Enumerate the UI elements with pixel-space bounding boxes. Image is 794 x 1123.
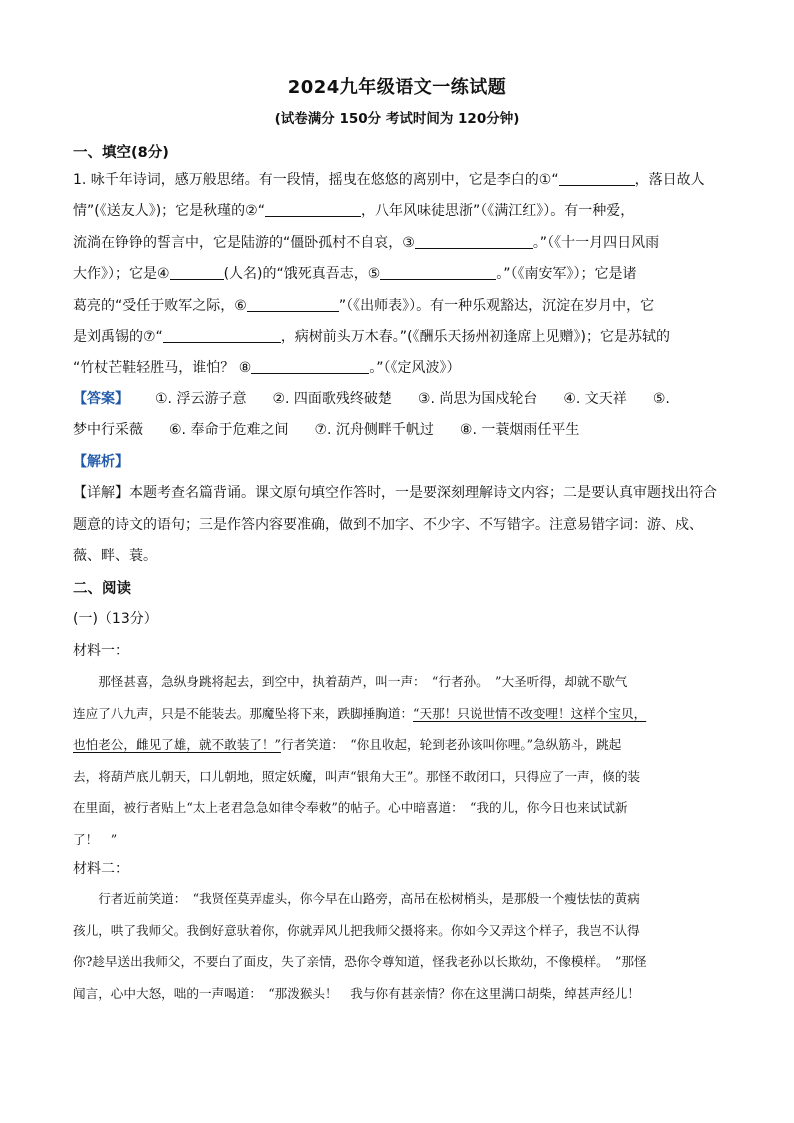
answer-blank: [415, 233, 533, 249]
question-1: [73, 165, 723, 385]
question-text: “竹杖芒鞋轻胜马，谁怕？ ⑧: [73, 360, 252, 377]
material-text: 行者笑道： “你且收起，轮到老孙该叫你哩。”急纵筋斗，跳起: [280, 737, 622, 752]
question-text: 是刘禹锡的⑦“: [73, 328, 163, 345]
answer-item: ②. 四面歌残终破楚: [272, 391, 392, 407]
analysis-tag: 【解析】: [73, 453, 129, 470]
analysis-text: 题意的诗文的语句；三是作答内容要准确，做到不加字、不少字、不写错字。注意易错字词：游、戍、: [73, 516, 703, 533]
material-line: [73, 698, 723, 730]
underlined-text: 也怕老公，雌见了雄，就不敢装了！”: [73, 737, 281, 752]
question-text: 。”（《南安军》）；它是诸: [496, 266, 637, 283]
analysis-tag-line: [73, 447, 723, 478]
question-text: ，八年风味徒思浙”（《满江红》）。有一种爱，: [360, 203, 635, 220]
material-line: 了！ ”: [73, 831, 118, 847]
analysis-detail-tag: 【详解】: [73, 485, 129, 502]
analysis-line: [73, 541, 723, 572]
material-1-text: [73, 666, 723, 855]
section-heading-fill-blank: 一、填空(8分): [73, 145, 169, 161]
answer-blank: [247, 296, 339, 312]
material-line: 孩儿，哄了我师父。我倒好意驮着你，你就弄风儿把我师父摄将来。你如今又弄这个样子，我岂不认得: [73, 922, 640, 938]
answer-blank: [559, 170, 635, 186]
material-line: 你?趁早送出我师父，不要白了面皮，失了亲情，恐你令尊知道，怪我老孙以长欺幼，不像模样。 ”那怪: [73, 954, 647, 969]
material-2-text: [73, 883, 723, 1009]
material-2-label: 材料二：: [73, 861, 129, 877]
answer-item: ⑤.: [652, 391, 670, 407]
question-text: (人名)的“饿死真吾志，⑤: [223, 266, 381, 283]
question-line: [73, 196, 723, 227]
answer-line: [73, 384, 723, 415]
material-line: 闻言，心中大怒，咄的一声喝道： “那泼猴头！ 我与你有甚亲情？你在这里满口胡柴，绰甚声经儿！: [73, 985, 640, 1001]
analysis-line: [73, 478, 723, 509]
page-subtitle: (试卷满分 150分 考试时间为 120分钟): [274, 111, 520, 127]
answer-blank: [380, 264, 496, 280]
question-text: 情”(《送友人》)；它是秋瑾的②“: [73, 203, 265, 220]
analysis-line: [73, 510, 723, 541]
answer-tag: 【答案】: [73, 391, 129, 407]
analysis-text: 薇、畔、蓑。: [73, 547, 157, 564]
question-line: [73, 322, 723, 353]
question-text: 葛亮的“受任于败军之际，⑥: [73, 297, 247, 314]
question-text: ，病树前头万木春。”(《酬乐天扬州初逢席上见赠》)；它是苏轼的: [280, 328, 670, 345]
answer-item: ⑧. 一蓑烟雨任平生: [459, 422, 580, 439]
underlined-text: “天那！只说世情不改变哩！这样个宝贝，: [413, 705, 647, 721]
page-title: 2024九年级语文一练试题: [287, 77, 507, 98]
material-1-label: 材料一：: [73, 643, 129, 659]
answer-blank: [170, 264, 224, 280]
question-line: [73, 228, 723, 259]
question-line: [73, 165, 723, 196]
answer-item: ⑥. 奉命于危难之间: [169, 422, 289, 439]
answer-item: ④. 文天祥: [563, 391, 627, 407]
question-text: ”（《出师表》）。有一种乐观豁达，沉淀在岁月中，它: [338, 297, 655, 314]
question-text: 1. 咏千年诗词，感万般思绪。有一段情，摇曳在悠悠的离别中，它是李白的①“: [73, 172, 559, 188]
answer-line: [73, 415, 723, 446]
question-text: ，落日故人: [634, 172, 705, 188]
answer-item: ①. 浮云游子意: [155, 391, 247, 407]
answer-blank: [251, 358, 369, 374]
subsection-heading: (一)（13分）: [73, 611, 158, 627]
question-text: 大作》）；它是④: [73, 266, 170, 283]
question-text: 。”（《十一月四日风雨: [532, 234, 660, 251]
material-line: 行者近前笑道： “我贤侄莫弄虚头，你今早在山路旁，高吊在松树梢头，是那般一个瘦怯怯的黄病: [73, 891, 640, 906]
section-heading-reading: 二、阅读: [73, 581, 131, 597]
analysis-text: 本题考查名篇背诵。课文原句填空作答时，一是要深刻理解诗文内容；二是要认真审题找出符合: [129, 485, 717, 502]
question-line: [73, 291, 723, 322]
question-text: 。”（《定风波》）: [369, 360, 461, 377]
answer-blank: [163, 327, 281, 343]
material-line: 那怪甚喜，急纵身跳将起去，到空中，执着葫芦，叫一声： “行者孙。 ”大圣听得，却就不歇气: [73, 674, 628, 689]
answer-item: ⑦. 沉舟侧畔千帆过: [314, 422, 434, 439]
material-line: 去，将葫芦底儿朝天，口儿朝地，照定妖魔，叫声“银角大王”。那怪不敢闭口，只得应了一声，倏的装: [73, 768, 641, 784]
answer-item: ③. 尚思为国戍轮台: [417, 391, 538, 407]
answer-item: 梦中行采薇: [73, 422, 143, 439]
answer-block: [73, 384, 723, 572]
material-line: 在里面，被行者贴上“太上老君急急如律令奉敕”的帖子。心中暗喜道： “我的儿，你今日也来试试新: [73, 800, 628, 815]
question-text: 流淌在铮铮的誓言中，它是陆游的“僵卧孤村不自哀，③: [73, 234, 415, 251]
question-line: [73, 353, 723, 384]
question-line: [73, 259, 723, 290]
material-line: [73, 729, 723, 761]
material-text: 连应了八九声，只是不能装去。那魔坠将下来，跌脚捶胸道：: [73, 705, 414, 721]
answer-blank: [265, 201, 361, 217]
